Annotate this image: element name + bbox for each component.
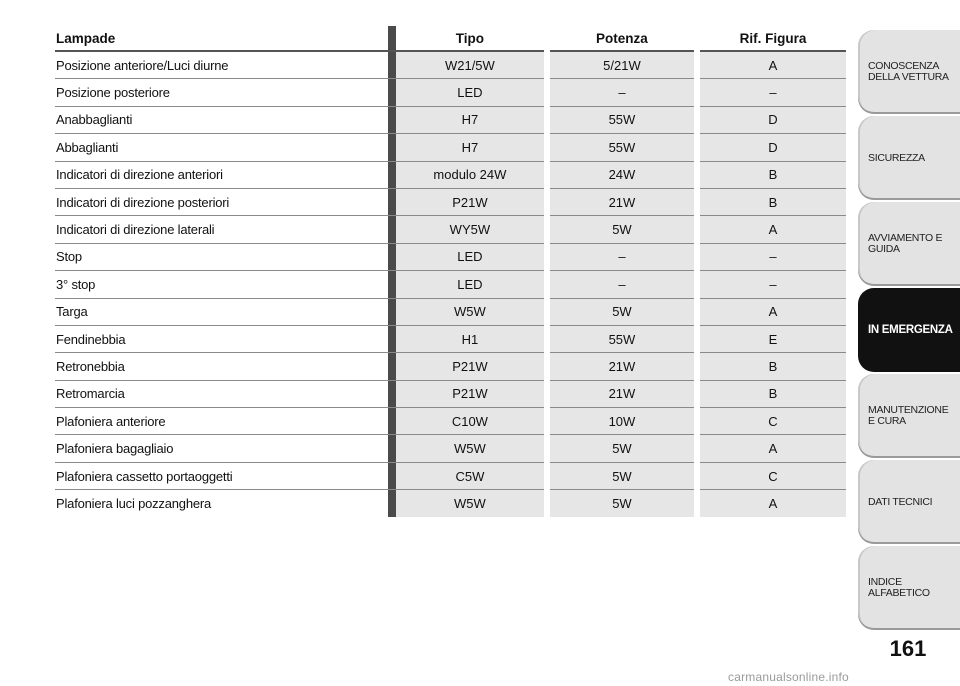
power-cell: 5W <box>547 490 697 517</box>
table-header-row <box>55 26 846 51</box>
column-separator <box>388 380 396 407</box>
bulb-type-cell: W5W <box>396 298 547 325</box>
column-separator <box>388 271 396 298</box>
figure-ref-cell: A <box>697 51 846 79</box>
header-rif-figura: Rif. Figura <box>697 26 846 51</box>
power-cell: 55W <box>547 134 697 161</box>
tab-conoscenza-della-vettura[interactable] <box>858 30 960 114</box>
power-cell: 5W <box>547 462 697 489</box>
table-row <box>55 79 846 106</box>
lamp-name-cell: Retromarcia <box>55 380 388 407</box>
figure-ref-cell: A <box>697 298 846 325</box>
figure-ref-cell: B <box>697 353 846 380</box>
table-row <box>55 134 846 161</box>
power-cell: 21W <box>547 353 697 380</box>
power-cell: 24W <box>547 161 697 188</box>
bulb-type-cell: LED <box>396 79 547 106</box>
lamp-name-cell: Indicatori di direzione laterali <box>55 216 388 243</box>
table-row <box>55 435 846 462</box>
tab-label: CONOSCENZA DELLA VETTURA <box>868 60 949 83</box>
table-row <box>55 380 846 407</box>
lamp-name-cell: Anabbaglianti <box>55 106 388 133</box>
tab-in-emergenza[interactable] <box>858 288 960 372</box>
lamp-name-cell: Abbaglianti <box>55 134 388 161</box>
power-cell: – <box>547 79 697 106</box>
bulb-type-cell: P21W <box>396 188 547 215</box>
column-separator <box>388 26 396 51</box>
column-separator <box>388 298 396 325</box>
power-cell: – <box>547 271 697 298</box>
figure-ref-cell: C <box>697 462 846 489</box>
column-separator <box>388 79 396 106</box>
figure-ref-cell: A <box>697 435 846 462</box>
power-cell: 21W <box>547 380 697 407</box>
header-potenza: Potenza <box>547 26 697 51</box>
table-row <box>55 106 846 133</box>
watermark: carmanualsonline.info <box>728 670 849 684</box>
bulb-type-cell: C10W <box>396 408 547 435</box>
lamp-name-cell: Plafoniera bagagliaio <box>55 435 388 462</box>
figure-ref-cell: B <box>697 161 846 188</box>
figure-ref-cell: B <box>697 188 846 215</box>
figure-ref-cell: C <box>697 408 846 435</box>
figure-ref-cell: E <box>697 325 846 352</box>
column-separator <box>388 134 396 161</box>
table-row <box>55 188 846 215</box>
tab-label: IN EMERGENZA <box>868 323 953 336</box>
tab-label: SICUREZZA <box>868 151 925 164</box>
lamp-name-cell: Plafoniera luci pozzanghera <box>56 495 212 511</box>
column-separator <box>388 243 396 270</box>
lamp-name-cell: Stop <box>55 243 388 270</box>
table-row <box>55 408 846 435</box>
lamp-name-cell: Targa <box>55 298 388 325</box>
tab-label: AVVIAMENTO E GUIDA <box>868 232 943 255</box>
power-cell: 10W <box>547 408 697 435</box>
table-row <box>55 325 846 352</box>
page-number: 161 <box>889 636 927 661</box>
column-separator <box>388 216 396 243</box>
power-cell: 5W <box>547 216 697 243</box>
lamp-name-cell: Fendinebbia <box>55 325 388 352</box>
lamp-name-cell: Posizione posteriore <box>55 79 388 106</box>
figure-ref-cell: – <box>697 271 846 298</box>
column-separator <box>388 435 396 462</box>
lamp-name-cell: Plafoniera cassetto portaoggetti <box>55 462 388 489</box>
column-separator <box>388 408 396 435</box>
bulb-type-cell: H7 <box>396 134 547 161</box>
tab-manutenzione-e-cura[interactable] <box>858 374 960 458</box>
tab-sicurezza[interactable] <box>858 116 960 200</box>
bulb-type-cell: W5W <box>396 490 547 517</box>
power-cell: 5/21W <box>547 51 697 79</box>
table-row <box>55 271 846 298</box>
table-row <box>55 462 846 489</box>
column-separator <box>388 462 396 489</box>
column-separator <box>388 490 396 517</box>
header-lampade: Lampade <box>55 26 388 51</box>
table-row <box>55 243 846 270</box>
lamp-name-cell: Plafoniera anteriore <box>55 408 388 435</box>
power-cell: 55W <box>547 325 697 352</box>
tab-label: MANUTENZIONE E CURA <box>868 404 949 427</box>
bulb-type-cell: modulo 24W <box>396 161 547 188</box>
column-separator <box>388 161 396 188</box>
bulb-type-cell: WY5W <box>396 216 547 243</box>
bulb-type-cell: C5W <box>396 462 547 489</box>
figure-ref-cell: A <box>697 216 846 243</box>
bulb-type-cell: W21/5W <box>396 51 547 79</box>
column-separator <box>388 325 396 352</box>
figure-ref-cell: B <box>697 380 846 407</box>
table-row <box>55 298 846 325</box>
tab-avviamento-e-guida[interactable] <box>858 202 960 286</box>
bulb-type-cell: P21W <box>396 380 547 407</box>
power-cell: 5W <box>547 298 697 325</box>
tab-label: INDICE ALFABETICO <box>868 576 930 599</box>
power-cell: 55W <box>547 106 697 133</box>
bulb-type-cell: LED <box>396 243 547 270</box>
tab-dati-tecnici[interactable] <box>858 460 960 544</box>
bulb-type-cell: W5W <box>396 435 547 462</box>
tab-label: DATI TECNICI <box>868 495 933 508</box>
table-row <box>55 51 846 79</box>
power-cell: 21W <box>547 188 697 215</box>
bulb-table <box>55 26 846 517</box>
figure-ref-cell: D <box>697 134 846 161</box>
figure-ref-cell: – <box>697 243 846 270</box>
table-row <box>55 490 846 517</box>
lamp-name-cell: Retronebbia <box>55 353 388 380</box>
bulb-type-cell: LED <box>396 271 547 298</box>
power-cell: 5W <box>547 435 697 462</box>
column-separator <box>388 188 396 215</box>
bulb-type-cell: P21W <box>396 353 547 380</box>
lamp-name-cell: Indicatori di direzione posteriori <box>55 188 388 215</box>
column-separator <box>388 51 396 79</box>
power-cell: – <box>547 243 697 270</box>
figure-ref-cell: D <box>697 106 846 133</box>
bulb-type-cell: H1 <box>396 325 547 352</box>
lamp-name-cell: 3° stop <box>55 271 388 298</box>
bulb-type-cell: H7 <box>396 106 547 133</box>
lamp-name-cell: Posizione anteriore/Luci diurne <box>55 51 388 79</box>
table-row <box>55 353 846 380</box>
table-row <box>55 161 846 188</box>
figure-ref-cell: A <box>697 490 846 517</box>
tab-indice-alfabetico[interactable] <box>858 546 960 630</box>
header-tipo: Tipo <box>396 26 547 51</box>
column-separator <box>388 106 396 133</box>
table-row <box>55 216 846 243</box>
figure-ref-cell: – <box>697 79 846 106</box>
lamp-name-cell: Indicatori di direzione anteriori <box>55 161 388 188</box>
column-separator <box>388 353 396 380</box>
